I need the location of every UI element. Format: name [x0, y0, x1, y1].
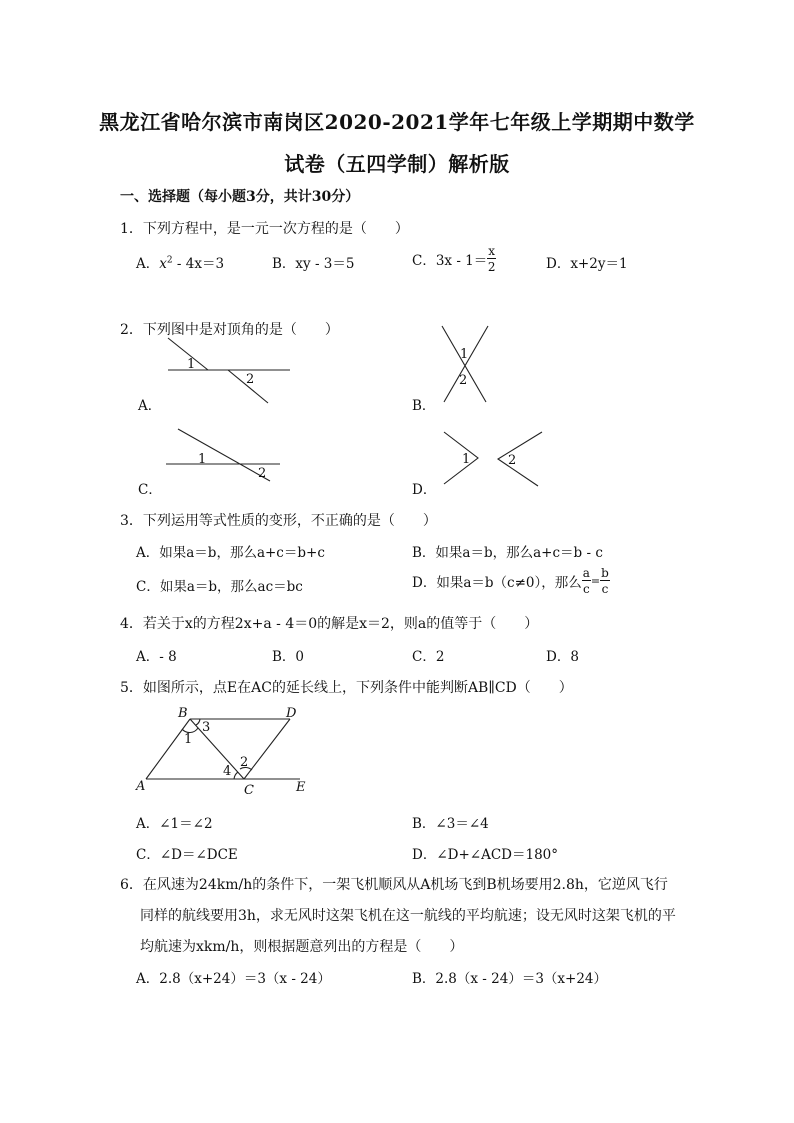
q4-stem: 4．若关于x的方程2x+a - 4＝0的解是x＝2，则a的值等于（ ） — [120, 616, 539, 632]
document-title-line-2: 试卷（五四学制）解析版 — [284, 152, 510, 176]
svg-text:2: 2 — [240, 755, 249, 770]
q3-option-a: A．如果a＝b，那么a+c＝b+c — [136, 545, 325, 561]
q3-stem: 3．下列运用等式性质的变形，不正确的是（ ） — [120, 513, 437, 529]
q5-option-d: D．∠D+∠ACD＝180° — [412, 847, 559, 863]
q6-stem-line-3: 均航速为xkm/h，则根据题意列出的方程是（ ） — [140, 939, 464, 955]
q4-option-b: B．0 — [272, 649, 305, 665]
svg-text:A: A — [136, 779, 146, 794]
q2-figure-d — [438, 428, 548, 488]
svg-text:1: 1 — [184, 732, 193, 747]
q5-stem: 5．如图所示，点E在AC的延长线上，下列条件中能判断AB∥CD（ ） — [120, 680, 573, 696]
q2-figure-c — [160, 425, 290, 485]
q3-option-c: C．如果a＝b，那么ac＝bc — [136, 579, 303, 595]
q5-option-c: C．∠D＝∠DCE — [136, 847, 238, 863]
q1-stem: 1．下列方程中，是一元一次方程的是（ ） — [120, 221, 409, 237]
q2-option-b: B． — [412, 398, 436, 414]
q5-option-b: B．∠3＝∠4 — [412, 816, 489, 832]
svg-text:1: 1 — [462, 452, 471, 467]
section-heading: 一、选择题（每小题3分，共计30分） — [120, 189, 360, 205]
q4-option-a: A．- 8 — [136, 649, 177, 665]
q6-option-b: B．2.8（x - 24）＝3（x+24） — [412, 971, 608, 987]
q6-stem-line-1: 6．在风速为24km/h的条件下，一架飞机顺风从A机场飞到B机场要用2.8h，它逆风飞行 — [120, 877, 668, 893]
q3-option-b: B．如果a＝b，那么a+c＝b - c — [412, 545, 603, 561]
svg-text:3: 3 — [202, 720, 211, 735]
svg-text:2: 2 — [508, 453, 517, 468]
svg-text:1: 1 — [198, 452, 207, 467]
q1-option-d: D．x+2y＝1 — [546, 256, 628, 272]
svg-text:C: C — [244, 783, 254, 798]
q2-stem: 2．下列图中是对顶角的是（ ） — [120, 322, 339, 338]
q2-option-a: A． — [138, 398, 162, 414]
q2-option-c: C． — [138, 482, 162, 498]
q2-figure-a — [140, 330, 300, 410]
q2-option-d: D． — [412, 482, 437, 498]
q1-option-a: A．$x^2 - 4x=3$ — [136, 255, 225, 272]
q6-option-a: A．2.8（x+24）＝3（x - 24） — [136, 971, 331, 987]
q5-option-a: A．∠1＝∠2 — [136, 816, 213, 832]
svg-text:4: 4 — [223, 764, 232, 779]
svg-text:2: 2 — [246, 372, 255, 387]
svg-text:1: 1 — [460, 347, 469, 362]
svg-text:E: E — [296, 780, 306, 795]
q1-option-c: C．3x - 1＝ $\frac{x}{2}$ — [412, 244, 496, 274]
q4-option-c: C．2 — [412, 649, 445, 665]
svg-text:B: B — [178, 706, 188, 721]
svg-text:2: 2 — [258, 466, 267, 481]
svg-text:D: D — [286, 706, 297, 721]
q1-option-b: B．xy - 3＝5 — [272, 256, 355, 272]
q5-figure-parallelogram — [130, 700, 330, 800]
q3-option-d: D．如果a＝b（c≠0），那么 $\frac{a}{c}$ = $\frac{b}{c}$ — [412, 566, 609, 596]
svg-text:2: 2 — [459, 373, 468, 388]
q4-option-d: D．8 — [546, 649, 579, 665]
q2-figure-b — [430, 320, 500, 406]
q6-stem-line-2: 同样的航线要用3h，求无风时这架飞机在这一航线的平均航速；设无风时这架飞机的平 — [140, 908, 676, 924]
document-title-line-1: 黑龙江省哈尔滨市南岗区2020-2021学年七年级上学期期中数学 — [99, 110, 695, 134]
svg-text:1: 1 — [187, 357, 196, 372]
